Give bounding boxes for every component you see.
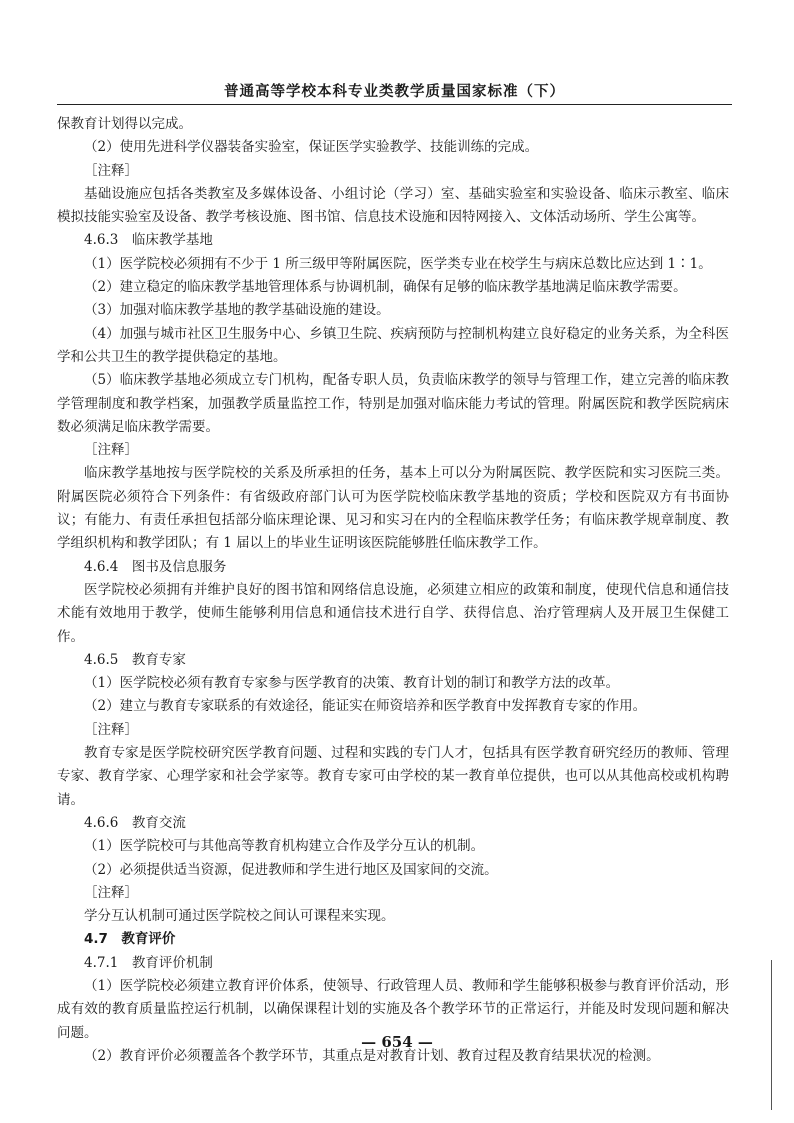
paragraph: ［注释］ (84, 884, 138, 901)
page-body (57, 113, 729, 1068)
paragraph: ［注释］ (84, 721, 138, 738)
paragraph: ［注释］ (84, 162, 138, 179)
paragraph: （1）医学院校可与其他高等教育机构建立合作及学分互认的机制。 (84, 838, 485, 855)
paragraph: 教育专家是医学院校研究医学教育问题、过程和实践的专门人才，包括具有医学教育研究经历的教师、管理专家、教育学家、心理学家和社会学家等。教育专家可由学校的某一教育单位提供，也可以从其他高校或机构聘请。 (57, 745, 729, 808)
paragraph: （2）使用先进科学仪器装备实验室，保证医学实验教学、技能训练的完成。 (84, 139, 539, 156)
paragraph: 医学院校必须拥有并维护良好的图书馆和网络信息设施，必须建立相应的政策和制度，使现代信息和通信技术能有效地用于教学，使师生能够利用信息和通信技术进行自学、获得信息、治疗管理病人及开展卫生保健工作。 (57, 581, 729, 645)
page-number: — 654 — (361, 1033, 433, 1051)
paragraph: 保教育计划得以完成。 (57, 116, 192, 132)
paragraph: 基础设施应包括各类教室及多媒体设备、小组讨论（学习）室、基础实验室和实验设备、临床示教室、临床模拟技能实验室及设备、教学考核设施、图书馆、信息技术设施和因特网接入、文体活动场所、学生公寓等。 (57, 185, 729, 226)
running-header: 普通高等学校本科专业类教学质量国家标准（下） (224, 84, 565, 100)
paragraph: （1）医学院校必须有教育专家参与医学教育的决策、教育计划的制订和教学方法的改革。 (84, 675, 620, 692)
paragraph: ［注释］ (84, 442, 138, 459)
paragraph: 4.6.5 教育专家 (84, 651, 186, 668)
paragraph: （5）临床教学基地必须成立专门机构，配备专职人员，负责临床教学的领导与管理工作，建立完善的临床教学管理制度和教学档案，加强教学质量监控工作，特别是加强对临床能力考试的管理。附属医院和教学医院病床数必须满足临床教学需要。 (57, 372, 729, 435)
paragraph: （1）医学院校必须拥有不少于 1 所三级甲等附属医院，医学类专业在校学生与病床总数比应达到 1∶1。 (84, 255, 712, 272)
paragraph: 4.7.1 教育评价机制 (84, 954, 213, 971)
paragraph: 临床教学基地按与医学院校的关系及所承担的任务，基本上可以分为附属医院、教学医院和实习医院三类。附属医院必须符合下列条件：有省级政府部门认可为医学院校临床教学基地的资质；学校和医院双方有书面协议；有能力、有责任承担包括部分临床理论课、见习和实习在内的全程临床教学任务；有临床教学规章制度、教学组织机构和教学团队；有 1 届以上的毕业生证明该医院能够胜任临床教学工作。 (57, 465, 729, 552)
paragraph: 4.6.6 教育交流 (84, 814, 186, 831)
header-divider (57, 104, 732, 105)
paragraph: （2）必须提供适当资源，促进教师和学生进行地区及国家间的交流。 (84, 861, 498, 878)
paragraph: 4.6.4 图书及信息服务 (84, 558, 227, 575)
section-heading: 4.7 教育评价 (84, 931, 176, 948)
scan-edge-line (771, 960, 772, 1110)
paragraph: （1）医学院校必须建立教育评价体系，使领导、行政管理人员、教师和学生能够积极参与教育评价活动，形成有效的教育质量监控运行机制，以确保课程计划的实施及各个教学环节的正常运行，并能及时发现问题和解决问题。 (57, 977, 729, 1041)
paragraph: （4）加强与城市社区卫生服务中心、乡镇卫生院、疾病预防与控制机构建立良好稳定的业务关系，为全科医学和公共卫生的教学提供稳定的基地。 (57, 325, 729, 365)
paragraph: 4.6.3 临床教学基地 (84, 232, 213, 249)
paragraph: （2）教育评价必须覆盖各个教学环节，其重点是对教育计划、教育过程及教育结果状况的检测。 (84, 1047, 660, 1064)
paragraph: （2）建立与教育专家联系的有效途径，能证实在师资培养和医学教育中发挥教育专家的作用。 (84, 698, 647, 715)
paragraph: （3）加强对临床教学基地的教学基础设施的建设。 (84, 302, 390, 319)
paragraph: （2）建立稳定的临床教学基地管理体系与协调机制，确保有足够的临床教学基地满足临床教学需要。 (84, 279, 687, 296)
paragraph: 学分互认机制可通过医学院校之间认可课程来实现。 (84, 908, 395, 925)
